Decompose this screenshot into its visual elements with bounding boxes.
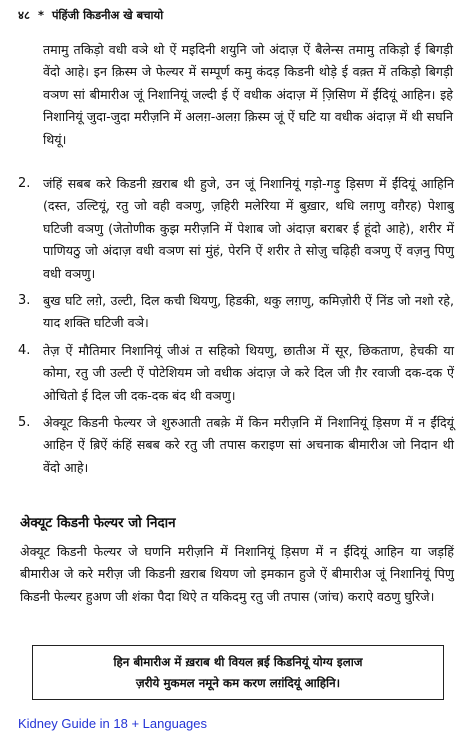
note-line-2: ज़रीये मुकमल नमूने कम करण लग़ंदियूं आहिनि। <box>135 676 341 690</box>
list-item <box>18 173 454 285</box>
footer-link-text: Kidney Guide in 18 + Languages <box>18 716 208 731</box>
list-item-text: जंहिं सबब करे किडनी ख़राब थी हुजे, उन जूं निशानियूं गड़ो-गड़ु ड़िसण में ईंदियूं आहिनि (दस्त, उल्टियूं, रतु जो वही वञणु, ज़हिरी मलेरिया में बुख़ार, थधि लग़णु वग़ैरह) पेशाबु घटिजी वञणु (जेतोणीक कुझ मरीज़नि में पेशाब जो अंदाज़ बराबर ई हूंदो आहे), शरीर में पाणियठु जो अंदाज़ वधी वञण सां मुंहं, पेरनि ऐं शरीर ते सोज़ु चढ़िही वञणु ऐं वज़नु पिणु वधी वञणु। <box>43 176 454 281</box>
list-item-number: 5. <box>18 415 31 431</box>
page-number: ४८ <box>18 8 30 22</box>
running-header <box>18 8 458 23</box>
section-heading: अेक्यूट किडनी फेल्यर जो निदान <box>20 515 176 531</box>
list-item-text: अेक्यूट किडनी फेल्यर जे शुरुआती तबक़े में किन मरीज़नि में निशानियूं ड़िसण में न ईंदियूं आहिन ऐं ब़िऐं कंहिं सबब करे रतु जी तपास कराइण सां अचनाक बीमारीअ जो निदान थी वेंदो आहे। <box>43 415 454 475</box>
intro-paragraph: तमामु तकिड़ो वधी वञे थो ऐं मइदिनी शयुनि जो अंदाज़ ऐं बैलेन्स तमामु तकिड़ो ई बिगड़ी वेंदो आहे। इन क़िस्म जे फेल्यर में सम्पूर्ण कमु कंदड़ किडनी थोड़े ई वक़्त में तकिड़ो बिगड़ी वञण सां बीमारीअ जूं निशानियूं जल्दी ई ऐं वधीक अंदाज़ में ज़ि़सिण में ईंदियूं आहिन। इहे निशानियूं जुदा-जुदा मरीज़नि में अलग़-अलग़ क़िस्म जूं ऐं घटि या वधीक अंदाज़ में थी सघनि थियूं। <box>43 42 453 147</box>
list-item-text: तेज़ ऐं मौतिमार निशानियूं जीअं त सहिको थियणु, छातीअ में सूर, छिकताण, हेचकी या कोमा, रतु जी उल्टी ऐं पोटेशियम जो वधीक अंदाज़ जे करे दिल जी ग़ैर रवाजी दक-दक ऐं ओचितो ई दिल जी दक-दक बंद थी वञणु। <box>43 342 454 403</box>
list-item-number: 4. <box>18 342 31 358</box>
list-item <box>18 340 454 407</box>
list-item-text: बुख घटि लग़े, उल्टी, दिल कची थियणु, हिडकी, थकु लग़णु, कमिज़ोरी ऐं निंड जो नशो रहे, याद शक्ति घटिजी वञे। <box>43 293 454 331</box>
list-item-number: 3. <box>18 293 31 309</box>
list-item <box>18 412 454 479</box>
symptom-list <box>18 173 454 479</box>
header-separator: * <box>37 8 44 22</box>
section-paragraph: अेक्यूट किडनी फेल्यर जे घणनि मरीज़नि में निशानियूं ड़िसण में न ईंदियूं आहिन या जड़हिं बीमारीअ जे करे मरीज़ जी किडनी ख़राब थियण जो इमकान हुजे ऐं बीमारीअ जूं निशानियूं पिणु किडनी फेल्यर हुअण जी शंका पैदा थिऐ त यकिदमु रतु जी तपास (जांच) कराऐ वठणु घुरिजे। <box>20 544 454 604</box>
list-item-number: 2. <box>18 176 31 191</box>
note-box <box>32 645 444 700</box>
book-title: पंहिंजी किडनीअ खे बचायो <box>52 8 164 22</box>
list-item <box>18 290 454 335</box>
note-line-1: हिन बीमारीअ में ख़राब थी वियल ब़ई किडनियूं योग्य इलाज <box>113 655 363 669</box>
